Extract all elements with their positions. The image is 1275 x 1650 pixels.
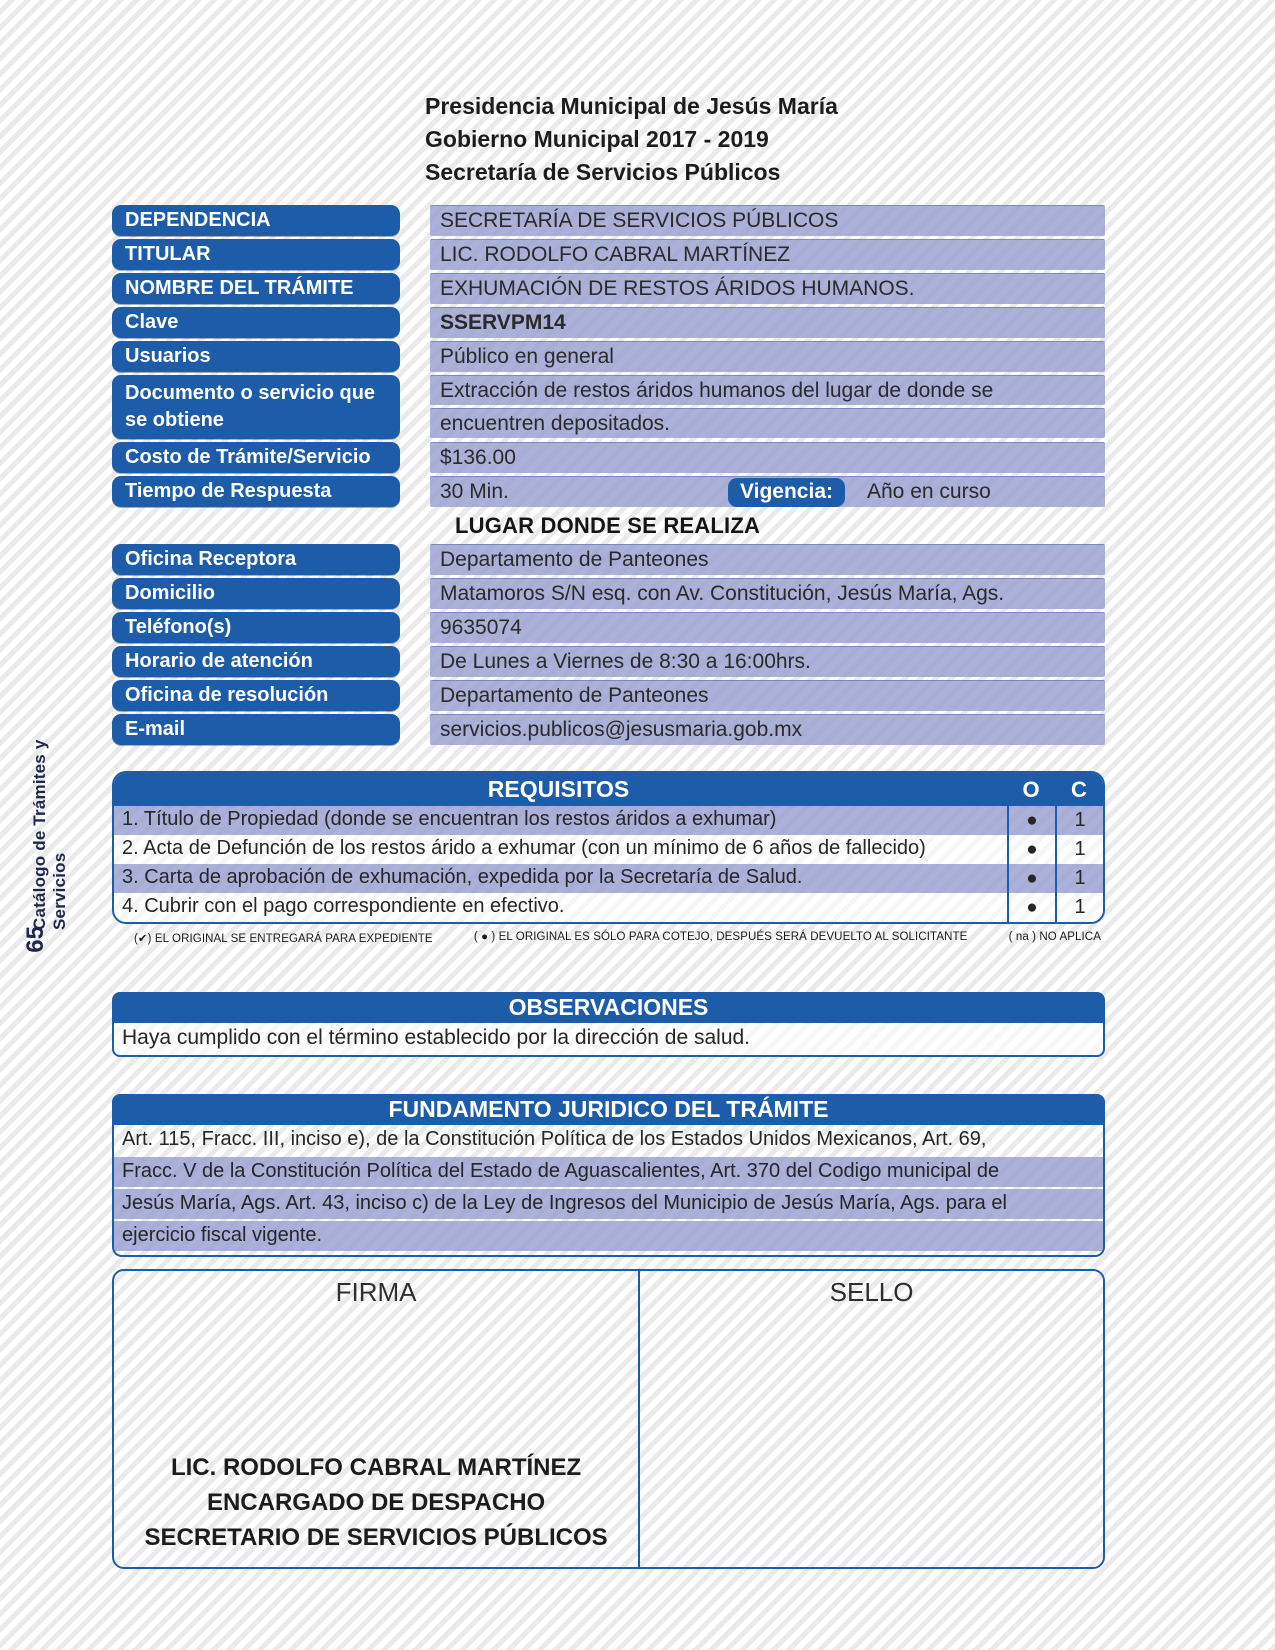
field-value-telefono: 9635074 bbox=[430, 612, 1105, 643]
field-value-nombre-tramite: EXHUMACIÓN DE RESTOS ÁRIDOS HUMANOS. bbox=[430, 273, 1105, 304]
field-label-costo: Costo de Trámite/Servicio bbox=[112, 442, 400, 473]
field-label-domicilio: Domicilio bbox=[112, 578, 400, 609]
row-titular bbox=[112, 239, 1105, 270]
page-number: 65 bbox=[22, 926, 49, 953]
sidebar-catalog-label: Catálogo de Trámites y Servicios bbox=[30, 739, 69, 930]
requisito-copies-count: 1 bbox=[1055, 806, 1103, 835]
vigencia-value: Año en curso bbox=[867, 480, 991, 503]
row-clave bbox=[112, 307, 1105, 338]
field-label-oficina-receptora: Oficina Receptora bbox=[112, 544, 400, 575]
fundamento-section bbox=[112, 1094, 1105, 1257]
main-content bbox=[112, 205, 1105, 1569]
requisito-row-1 bbox=[114, 806, 1103, 835]
row-email bbox=[112, 714, 1105, 745]
requisito-copies-count: 1 bbox=[1055, 864, 1103, 893]
header-line-secretaria: Secretaría de Servicios Públicos bbox=[425, 159, 781, 185]
tiempo-respuesta-value: 30 Min. bbox=[440, 480, 509, 503]
field-value-dependencia: SECRETARÍA DE SERVICIOS PÚBLICOS bbox=[430, 205, 1105, 236]
row-documento-servicio bbox=[112, 375, 1105, 439]
firma-title: FIRMA bbox=[335, 1277, 417, 1307]
header-line-gobierno: Gobierno Municipal 2017 - 2019 bbox=[425, 126, 769, 152]
requisito-text: 2. Acta de Defunción de los restos árido a exhumar (con un mínimo de 6 años de fallecido) bbox=[122, 837, 926, 859]
field-label-telefono: Teléfono(s) bbox=[112, 612, 400, 643]
field-label-email: E-mail bbox=[112, 714, 400, 745]
fundamento-line-3: Jesús María, Ags. Art. 43, inciso c) de la Ley de Ingresos del Municipio de Jesús María, Ags. para el bbox=[114, 1189, 1103, 1219]
field-value-domicilio: Matamoros S/N esq. con Av. Constitución, Jesús María, Ags. bbox=[430, 578, 1105, 609]
field-value-documento-servicio bbox=[430, 375, 1105, 439]
field-value-email: servicios.publicos@jesusmaria.gob.mx bbox=[430, 714, 1105, 745]
fundamento-title: FUNDAMENTO JURIDICO DEL TRÁMITE bbox=[112, 1094, 1105, 1125]
signature-name: LIC. RODOLFO CABRAL MARTÍNEZ bbox=[170, 1454, 582, 1481]
requisito-text: 1. Título de Propiedad (donde se encuentran los restos áridos a exhumar) bbox=[122, 808, 777, 830]
field-value-tiempo-respuesta bbox=[430, 476, 1105, 507]
row-nombre-tramite bbox=[112, 273, 1105, 304]
field-value-horario: De Lunes a Viernes de 8:30 a 16:00hrs. bbox=[430, 646, 1105, 677]
documento-servicio-line-1: Extracción de restos áridos humanos del lugar de donde se bbox=[430, 375, 1105, 405]
lugar-section-title: LUGAR DONDE SE REALIZA bbox=[455, 513, 761, 538]
row-usuarios bbox=[112, 341, 1105, 372]
firma-sello-box bbox=[112, 1269, 1105, 1569]
requisito-row-2 bbox=[114, 835, 1103, 864]
requisito-text: 4. Cubrir con el pago correspondiente en efectivo. bbox=[122, 895, 565, 917]
requisito-row-3 bbox=[114, 864, 1103, 893]
requisito-original-marker: ● bbox=[1007, 806, 1055, 835]
field-label-usuarios: Usuarios bbox=[112, 341, 400, 372]
row-telefono bbox=[112, 612, 1105, 643]
requisito-original-marker: ● bbox=[1007, 893, 1055, 922]
field-label-tiempo-respuesta: Tiempo de Respuesta bbox=[112, 476, 400, 507]
column-header-o: O bbox=[1022, 776, 1040, 802]
footnote-no-aplica: ( na ) NO APLICA bbox=[1008, 931, 1101, 943]
fundamento-body bbox=[112, 1125, 1105, 1257]
requisitos-table bbox=[112, 771, 1105, 924]
field-label-nombre-tramite: NOMBRE DEL TRÁMITE bbox=[112, 273, 400, 304]
fundamento-line-1: Art. 115, Fracc. III, inciso e), de la Constitución Política de los Estados Unidos Mexicanos, Art. 69, bbox=[122, 1128, 987, 1150]
field-label-titular: TITULAR bbox=[112, 239, 400, 270]
row-tiempo-respuesta bbox=[112, 476, 1105, 507]
requisitos-header bbox=[114, 773, 1103, 806]
requisitos-title: REQUISITOS bbox=[487, 776, 630, 802]
field-value-titular: LIC. RODOLFO CABRAL MARTÍNEZ bbox=[430, 239, 1105, 270]
requisito-original-marker: ● bbox=[1007, 835, 1055, 864]
document-header bbox=[425, 90, 838, 189]
row-costo bbox=[112, 442, 1105, 473]
requisito-row-4 bbox=[114, 893, 1103, 922]
row-horario bbox=[112, 646, 1105, 677]
vigencia-label: Vigencia: bbox=[728, 478, 845, 507]
requisito-original-marker: ● bbox=[1007, 864, 1055, 893]
field-label-documento-servicio: Documento o servicio que se obtiene bbox=[112, 375, 400, 439]
observaciones-title: OBSERVACIONES bbox=[112, 992, 1105, 1023]
row-oficina-receptora bbox=[112, 544, 1105, 575]
requisito-copies-count: 1 bbox=[1055, 893, 1103, 922]
firma-cell bbox=[114, 1271, 638, 1567]
footnote-original-expediente: (✔) EL ORIGINAL SE ENTREGARÁ PARA EXPEDIENTE bbox=[134, 933, 433, 945]
column-header-c: C bbox=[1071, 776, 1087, 802]
field-value-oficina-receptora: Departamento de Panteones bbox=[430, 544, 1105, 575]
sello-cell bbox=[638, 1271, 1103, 1567]
fundamento-line-2: Fracc. V de la Constitución Política del Estado de Aguascalientes, Art. 370 del Codigo municipal de bbox=[114, 1157, 1103, 1187]
row-oficina-resolucion bbox=[112, 680, 1105, 711]
row-dependencia bbox=[112, 205, 1105, 236]
signature-block bbox=[114, 1450, 638, 1567]
signature-role-2: SECRETARIO DE SERVICIOS PÚBLICOS bbox=[144, 1524, 608, 1551]
requisitos-footnotes bbox=[112, 924, 1105, 945]
signature-role-1: ENCARGADO DE DESPACHO bbox=[206, 1489, 546, 1516]
field-value-usuarios: Público en general bbox=[430, 341, 1105, 372]
field-label-clave: Clave bbox=[112, 307, 400, 338]
field-value-oficina-resolucion: Departamento de Panteones bbox=[430, 680, 1105, 711]
field-label-horario: Horario de atención bbox=[112, 646, 400, 677]
observaciones-text: Haya cumplido con el término establecido por la dirección de salud. bbox=[112, 1023, 1105, 1057]
fundamento-line-4: ejercicio fiscal vigente. bbox=[114, 1221, 1103, 1251]
row-domicilio bbox=[112, 578, 1105, 609]
header-line-presidencia: Presidencia Municipal de Jesús María bbox=[425, 93, 838, 119]
requisito-text: 3. Carta de aprobación de exhumación, expedida por la Secretaría de Salud. bbox=[122, 866, 803, 888]
documento-servicio-line-2: encuentren depositados. bbox=[430, 408, 1105, 438]
observaciones-section bbox=[112, 992, 1105, 1057]
field-label-dependencia: DEPENDENCIA bbox=[112, 205, 400, 236]
field-value-clave: SSERVPM14 bbox=[430, 307, 1105, 338]
requisito-copies-count: 1 bbox=[1055, 835, 1103, 864]
sello-title: SELLO bbox=[829, 1277, 914, 1307]
footnote-original-cotejo: ( ● ) EL ORIGINAL ES SÓLO PARA COTEJO, DESPUÉS SERÁ DEVUELTO AL SOLICITANTE bbox=[473, 931, 968, 943]
field-value-costo: $136.00 bbox=[430, 442, 1105, 473]
field-label-oficina-resolucion: Oficina de resolución bbox=[112, 680, 400, 711]
